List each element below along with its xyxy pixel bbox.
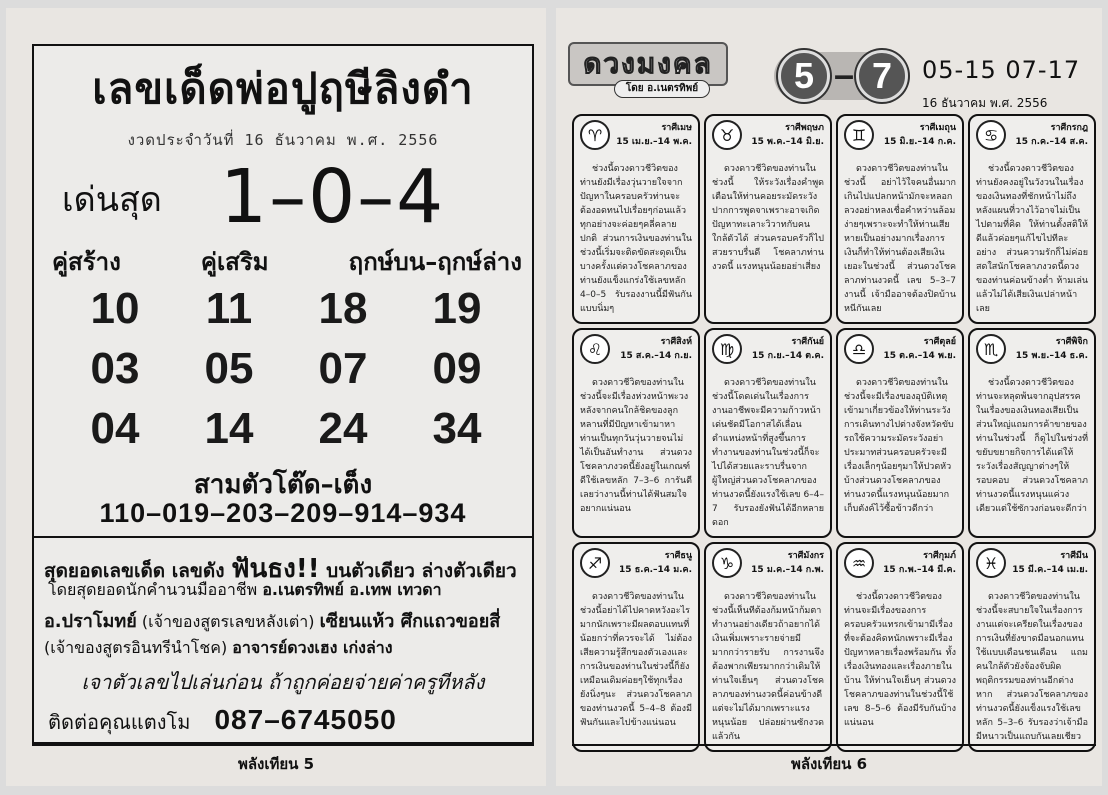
zodiac-glyph: ♍ <box>719 339 735 359</box>
zodiac-text: ดวงดาวชีวิตของท่านในช่วงนี้จะมีเรื่องห่วงหน้าพะวงหลังจากคนใกล้ชิดของลูกหลานที่มีปัญหาเข้ามาหาท่านเป็นทุกวันวุ่นวายจนไม่ได้เป็นอันทำงาน ส่วนดวงโชคลาภงวดนี้ยังอยู่ในเกณฑ์ดีใช้เลขหลัก 7–3–6 การันตีเลยว่างานนี้ท่านได้ฟันสมใจอยากแน่นอน <box>580 378 692 514</box>
zodiac-glyph: ♌ <box>587 339 603 359</box>
fish-icon <box>976 548 1006 578</box>
promo-line-3 <box>44 606 500 635</box>
zodiac-header <box>844 334 956 376</box>
zodiac-name: ราศีกรกฎ <box>1050 123 1088 133</box>
zodiac-name: ราศีธนู <box>664 551 692 561</box>
zodiac-card <box>968 328 1096 538</box>
header-auspicious: ฤกษ์บน–ฤกษ์ล่าง <box>348 248 522 276</box>
three-digit-label: สามตัวโต๊ด–เต็ง <box>193 470 373 500</box>
zodiac-meta <box>746 120 824 148</box>
page-footer: พลังเทียน 6 <box>790 755 868 773</box>
lucky-pairs: 05-15 07-17 <box>922 56 1081 84</box>
page-title: เลขเด็ดพ่อปูฤษีลิงดำ <box>92 64 474 113</box>
zodiac-meta <box>878 120 956 148</box>
number-cell: 34 <box>432 404 482 453</box>
zodiac-meta <box>746 334 824 362</box>
zodiac-meta <box>878 334 956 362</box>
zodiac-header <box>580 120 692 162</box>
footer-divider <box>32 744 534 746</box>
promo-text: สุดยอดเลขเด็ด เลขดัง <box>44 560 232 582</box>
contact-line <box>48 704 397 738</box>
hot-label: เด่นสุด <box>62 180 162 220</box>
zodiac-header <box>844 548 956 590</box>
zodiac-text: ดวงดาวชีวิตของท่านในช่วงนี้จะมีเรื่องของอุบัติเหตุเข้ามาเกี่ยวข้องให้ท่านระวังการเดินทางไปต่างจังหวัดขับรถใช้ความระมัดระวังอย่าประมาทส่วนครอบครัวจะมีเรื่องเล็กๆน้อยๆมาให้ปวดหัวบ้างส่วนดวงโชคลาภของท่านงวดนี้แรงหนุนน้อยมาก เก็บตังค์ไว้ซื้อข้าวดีกว่า <box>844 378 954 514</box>
zodiac-card <box>704 114 832 324</box>
expert-names: อ.เนตรทิพย์ อ.เทพ เทวดา <box>262 580 442 599</box>
zodiac-date-range: 15 เม.ย.–14 พ.ค. <box>616 137 692 147</box>
number-cell: 24 <box>318 404 368 453</box>
zodiac-glyph: ♉ <box>719 125 735 145</box>
expert-name: อ.ปราโมทย์ <box>44 611 137 632</box>
zodiac-date-range: 15 พ.ย.–14 ธ.ค. <box>1015 351 1088 361</box>
lion-icon <box>580 334 610 364</box>
zodiac-glyph: ♊ <box>851 125 867 145</box>
zodiac-header <box>580 548 692 590</box>
zodiac-text: ดวงดาวชีวิตของท่านในช่วงนี้ อย่าไว้ใจคนอื่นมากเกินไปแปลกหน้ามักจะหลอกลวงอย่าหลงเชื่อคำหว่านล้อมง่ายๆเพราะจะทำให้ท่านเสียหายเป็นอย่างมากเรื่องการเงินก็ทำให้ท่านต้องเสียเงินเยอะในช่วงนี้ ส่วนดวงโชคลาภท่านงวดนี้ เลข 5–3–7 งานนี้ เจ้ามืออาจต้องปิดบ้านหนีกันเลย <box>844 164 956 314</box>
zodiac-text: ช่วงนี้ดวงดาวชีวิตของท่านจะหลุดพ้นจากอุปสรรคในเรื่องของเงินทองเสียเป็นส่วนใหญ่แถมการค้าขายของท่านในช่วงนี้ ก็ดูไปในช่วงที่ขยับขยายกิจการได้แต่ให้ระวังเรื่องสัญญาต่างๆให้รอบคอบ ส่วนดวงโชคลาภท่านงวดนี้แรงหนุนแค่วงเดียวแต่ใช้ซักวงก่อนจะดีกว่า <box>976 378 1088 514</box>
zodiac-card <box>572 542 700 752</box>
lucky-number-left: 5 <box>778 50 830 102</box>
zodiac-meta <box>878 548 956 576</box>
bull-icon <box>712 120 742 150</box>
hot-number: 1–0–4 <box>220 154 446 240</box>
zodiac-text: ดวงดาวชีวิตของท่านในช่วงนี้จะสบายใจในเรื่องการงานแต่จะเครียดในเรื่องของการเงินที่ยังขาดมือนอกแทนใช้แบบเดือนชนเดือน แถมคนใกล้ตัวยังจ้องจับผิดพฤติกรรมของท่านอีกต่างหาก ส่วนดวงโชคลาภของท่านงวดนี้ยังแข็งแรงใช้เลขหลัก 5–3–6 รับรองว่าเจ้ามือมีหนาวเป็นแถบกันเลยเชียว <box>976 592 1088 742</box>
number-cell: 14 <box>204 404 254 453</box>
zodiac-header <box>712 120 824 162</box>
crab-icon <box>976 120 1006 150</box>
zodiac-header <box>976 548 1088 590</box>
twins-icon <box>844 120 874 150</box>
lucky-dash: – <box>834 54 855 95</box>
zodiac-glyph: ♎ <box>851 339 867 359</box>
number-grid <box>58 286 514 452</box>
zodiac-card <box>968 114 1096 324</box>
left-page <box>6 8 546 786</box>
zodiac-date-range: 15 ก.พ.–14 มี.ค. <box>883 565 956 575</box>
promo-text: โดยสุดยอดนักคำนวนมืออาชีพ <box>48 580 263 599</box>
zodiac-text: ช่วงนี้ดวงดาวชีวิตของท่านจะมีเรื่องของการครอบครัวแทรกเข้ามามีเรื่องที่จะต้องคิดหนักเพราะมีเรื่องปัญหาหลายเรื่องพร้อมกัน ทั้งเรื่องเงินทองและเรื่องภายในบ้าน ให้ท่านใจเย็นๆ ส่วนดวงโชคลาภของท่านในช่วงนี้ใช้เลข 8–5–6 ต้องมีรับกันบ้างแน่นอน <box>844 592 956 728</box>
archer-icon <box>580 548 610 578</box>
zodiac-card <box>704 542 832 752</box>
zodiac-text: ดวงดาวชีวิตของท่านในช่วงนี้ ให้ระวังเรื่องคำพูดเตือนให้ท่านคอยระมัดระวังปากการพูดจาเพราะอาจเกิดปัญหาทะเลาะวิวาทกับคนใกล้ตัวได้ ส่วนครอบครัวก็ไปสวยราบรื่นดี โชคลาภท่านงวดนี้ แรงหนุนน้อยอย่าเสี่ยง <box>712 164 824 272</box>
zodiac-card <box>836 542 964 752</box>
contact-label: ติดต่อคุณแตงโม <box>48 710 191 734</box>
zodiac-name: ราศีพฤษภ <box>785 123 824 133</box>
zodiac-header <box>580 334 692 376</box>
promo-line-2 <box>48 578 442 603</box>
zodiac-meta <box>614 120 692 148</box>
zodiac-date-range: 15 ก.ย.–14 ต.ค. <box>751 351 824 361</box>
zodiac-text: ช่วงนี้ดวงดาวชีวิตของท่านยังคงอยู่ในวังวนในเรื่องของเงินทองที่ชักหน้าไม่ถึงหลังแผนที่วางไว้อาจไม่เป็นไปตามที่คิด ให้ท่านตั้งสติให้ดีแล้วค่อยๆแก้ไขไปทีละอย่าง ส่วนความรักก็ไม่ค่อยสดใสนักโชคลาภงวดนี้ดวงของท่านค่อนข้างต่ำ ห้ามเล่นแล้วไม่ได้เสียเงินเปล่าหน้าเลย <box>976 164 1088 314</box>
number-cell: 05 <box>204 344 254 393</box>
zodiac-meta <box>1010 334 1088 362</box>
scales-icon <box>844 334 874 364</box>
zodiac-meta <box>1010 120 1088 148</box>
footer-divider <box>572 744 1096 746</box>
zodiac-card <box>572 328 700 538</box>
contact-phone: 087–6745050 <box>214 704 397 735</box>
zodiac-meta <box>614 548 692 576</box>
zodiac-date-range: 15 ก.ค.–14 ส.ค. <box>1015 137 1088 147</box>
horoscope-logo: ดวงมงคล <box>568 42 728 86</box>
promo-text: (เจ้าของสูตรอินทรีนำโชค) <box>44 638 233 657</box>
zodiac-name: ราศีกุมภ์ <box>923 551 956 561</box>
promo-text: (เจ้าของสูตรเลขหลังเต่า) <box>136 612 320 631</box>
zodiac-date-range: 15 ม.ค.–14 ก.พ. <box>751 565 824 575</box>
promo-slogan: เจาตัวเลขไปเล่นก่อน ถ้าถูกค่อยจ่ายค่าครูทีหลัง <box>81 670 485 694</box>
zodiac-glyph: ♈ <box>587 125 603 145</box>
zodiac-meta <box>746 548 824 576</box>
zodiac-text: ดวงดาวชีวิตของท่านในช่วงนี้อย่าได้ไปคาดหวังอะไรมากนักเพราะมีผลตอบแทนที่น้อยกว่าที่ควรจะได้ ไม่ต้องเสียความรู้สึกของตัวเองและการเงินของท่านในช่วงนี้ก็ยังเหมือนเดิมค่อยๆใช้ทุกเรื่องยังนิ่งๆนะ ส่วนดวงโชคลาภของท่านงวดนี้ 5–4–8 ต้องมีฟันกันและไปข้างแน่นอน <box>580 592 692 728</box>
number-cell: 10 <box>90 284 140 333</box>
zodiac-header <box>844 120 956 162</box>
water-bearer-icon <box>844 548 874 578</box>
zodiac-name: ราศีมีน <box>1060 551 1088 561</box>
goat-icon <box>712 548 742 578</box>
number-cell: 19 <box>432 284 482 333</box>
number-cell: 18 <box>318 284 368 333</box>
zodiac-date-range: 15 ต.ค.–14 พ.ย. <box>883 351 956 361</box>
zodiac-card <box>836 114 964 324</box>
zodiac-header <box>976 334 1088 376</box>
zodiac-meta <box>614 334 692 362</box>
three-digit-numbers: 110–019–203–209–914–934 <box>99 498 467 528</box>
number-cell: 11 <box>205 284 253 333</box>
zodiac-text: ดวงดาวชีวิตของท่านในช่วงนี้โดดเด่นในเรื่องการงานอาชีพจะมีความก้าวหน้าเด่นชัดมีโอกาสได้เลื่อนตำแหน่งหน้าที่สูงขึ้นการทำงานของท่านในช่วงนี้ก็จะไปได้สวยและราบรื่นจากผู้ใหญ่ส่วนดวงโชคลาภของท่านงวดนี้ยังแรงใช้เลข 6–4–7 รับรองยังฟันได้อีกหลายดอก <box>712 378 824 528</box>
zodiac-glyph: ♏ <box>983 339 999 359</box>
virgin-icon <box>712 334 742 364</box>
zodiac-text: ดวงดาวชีวิตของท่านในช่วงนี้เห็นทีต้องก้มหน้าก้มตาทำงานอย่างเดียวถ้าอยากได้เงินเพิ่มเพราะรายจ่ายมีมากกว่ารายรับ การงานจึงต้องพากเพียรมากกว่าเดิมให้ท่านใจเย็นๆ ส่วนดวงโชคลาภของท่านงวดนี้ค่อนข้างดีแต่จะไม่ได้มากเพราะแรงหนุนน้อย ปล่อยผ่านซักงวดแล้วกัน <box>712 592 824 742</box>
zodiac-header <box>712 548 824 590</box>
zodiac-name: ราศีเมษ <box>661 123 692 133</box>
issue-date: 16 ธันวาคม พ.ศ. 2556 <box>922 96 1048 110</box>
zodiac-header <box>976 120 1088 162</box>
zodiac-card <box>836 328 964 538</box>
page-footer: พลังเทียน 5 <box>237 755 315 773</box>
zodiac-glyph: ♋ <box>983 125 999 145</box>
zodiac-date-range: 15 ธ.ค.–14 ม.ค. <box>619 565 692 575</box>
byline: โดย อ.เนตรทิพย์ <box>614 80 710 98</box>
expert-name: เซียนแห้ว ศึกแถวขอยสี่ <box>319 611 501 632</box>
zodiac-card <box>572 114 700 324</box>
zodiac-meta <box>1010 548 1088 576</box>
zodiac-card <box>968 542 1096 752</box>
zodiac-glyph: ♓ <box>983 553 999 573</box>
zodiac-glyph: ♒ <box>851 553 867 573</box>
zodiac-name: ราศีพิจิก <box>1055 337 1088 347</box>
zodiac-name: ราศีกันย์ <box>791 337 824 347</box>
draw-date: งวดประจำวันที่ 16 ธันวาคม พ.ศ. 2556 <box>127 131 439 149</box>
header-create: คู่สร้าง <box>52 248 121 276</box>
zodiac-date-range: 15 พ.ค.–14 มิ.ย. <box>751 137 824 147</box>
zodiac-glyph: ♑ <box>719 553 735 573</box>
zodiac-name: ราศีสิงห์ <box>660 337 692 347</box>
promo-text: บนตัวเดียว ล่างตัวเดียว <box>319 560 517 582</box>
right-page <box>556 8 1102 786</box>
zodiac-name: ราศีตุลย์ <box>923 337 956 347</box>
column-headers <box>52 242 522 281</box>
promo-highlight: ฟันธง!! <box>231 554 320 584</box>
lottery-box <box>32 44 534 538</box>
header-support: คู่เสริม <box>200 248 269 276</box>
zodiac-date-range: 15 มิ.ย.–14 ก.ค. <box>883 137 956 147</box>
zodiac-date-range: 15 ส.ค.–14 ก.ย. <box>620 351 692 361</box>
number-cell: 07 <box>318 344 368 393</box>
expert-name: อาจารย์ดวงเฮง เก่งล่าง <box>232 638 393 657</box>
zodiac-glyph: ♐ <box>587 553 603 573</box>
ram-icon <box>580 120 610 150</box>
zodiac-grid <box>572 114 1096 752</box>
zodiac-card <box>704 328 832 538</box>
scorpion-icon <box>976 334 1006 364</box>
zodiac-text: ช่วงนี้ดวงดาวชีวิตของท่านยังมีเรื่องวุ่นวายใจจากปัญหาในครอบครัวท่านจะต้องอดทนไปเรื่อยๆก่อนแล้วทุกอย่างจะค่อยๆคลี่คลายปกติ ส่วนการเงินของท่านในช่วงนี้เริ่มจะติดขัดสะดุดเป็นบางครั้งแต่ดวงโชคลาภของท่านยังแข็งแกร่งใช้เลขหลัก 4–0–5 รับรองงานนี้มีฟันกันแบบนิ่มๆ <box>580 164 692 314</box>
lucky-number-right: 7 <box>856 50 908 102</box>
promo-line-4 <box>44 636 393 661</box>
promo-box <box>32 536 534 744</box>
zodiac-name: ราศีเมถุน <box>919 123 956 133</box>
zodiac-name: ราศีมังกร <box>787 551 824 561</box>
zodiac-date-range: 15 มี.ค.–14 เม.ย. <box>1012 565 1088 575</box>
number-cell: 03 <box>90 344 140 393</box>
zodiac-header <box>712 334 824 376</box>
lucky-number-badge <box>774 52 910 100</box>
number-cell: 04 <box>90 404 140 453</box>
number-cell: 09 <box>432 344 482 393</box>
